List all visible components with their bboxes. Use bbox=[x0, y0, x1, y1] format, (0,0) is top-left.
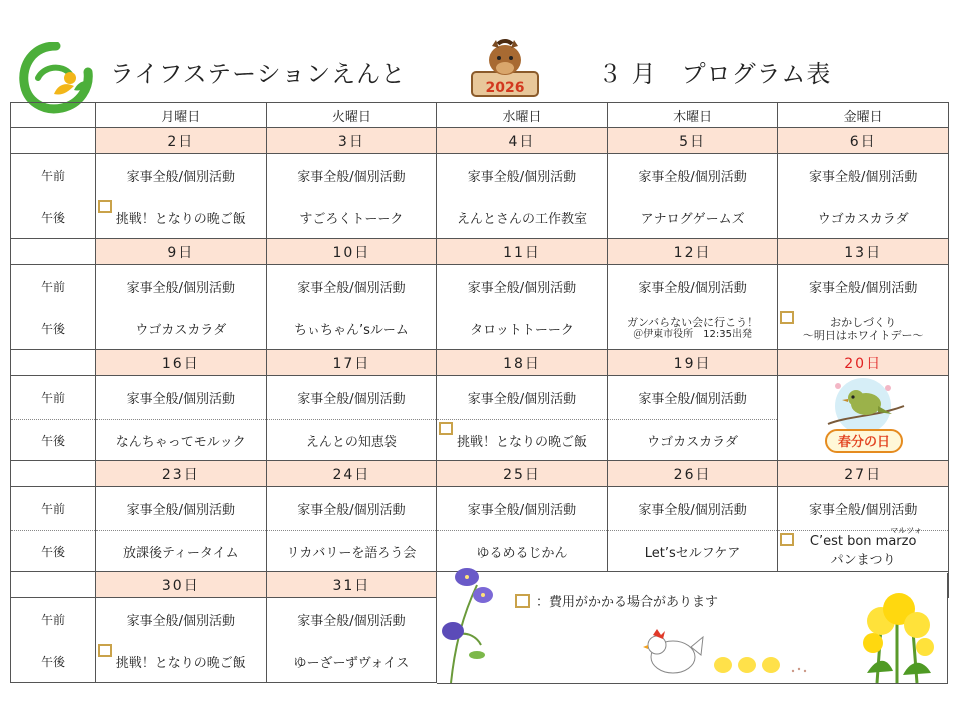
uguisu-bird-icon bbox=[808, 376, 918, 456]
am-activity: 家事全般/個別活動 bbox=[266, 487, 437, 531]
am-activity: 家事全般/個別活動 bbox=[437, 376, 608, 420]
date-cell: 10日 bbox=[266, 239, 437, 265]
am-row bbox=[11, 487, 949, 531]
date-row bbox=[11, 239, 949, 265]
date-cell: 23日 bbox=[96, 461, 267, 487]
ruby-text: マルツォ bbox=[890, 526, 922, 535]
violet-flowers-icon bbox=[437, 565, 503, 683]
am-activity: 家事全般/個別活動 bbox=[266, 154, 437, 198]
pm-activity: おかしづくり bbox=[830, 315, 897, 329]
holiday-cell bbox=[778, 376, 949, 461]
hen-and-chicks-icon bbox=[643, 625, 813, 681]
date-cell: 16日 bbox=[96, 350, 267, 376]
date-cell: 12日 bbox=[607, 239, 778, 265]
weekday-wed: 水曜日 bbox=[437, 103, 608, 128]
pm-activity: ゆーざーずヴォイス bbox=[266, 642, 437, 683]
pm-activity-cell bbox=[437, 420, 608, 461]
notes-area bbox=[437, 573, 948, 684]
am-row bbox=[11, 376, 949, 420]
pm-activity: タロットトーーク bbox=[437, 309, 608, 350]
pm-row bbox=[11, 309, 949, 350]
pm-label: 午後 bbox=[11, 420, 96, 461]
pm-activity: えんとの知恵袋 bbox=[266, 420, 437, 461]
pm-activity: C’est bon marzo bbox=[809, 534, 917, 549]
fee-checkbox-icon bbox=[98, 200, 112, 213]
date-cell: 19日 bbox=[607, 350, 778, 376]
holiday-label: 春分の日 bbox=[838, 435, 891, 450]
badge-year: 2026 bbox=[485, 80, 525, 96]
am-activity: 家事全般/個別活動 bbox=[778, 487, 949, 531]
am-activity: 家事全般/個別活動 bbox=[266, 376, 437, 420]
fee-checkbox-icon bbox=[98, 644, 112, 657]
fee-legend bbox=[515, 591, 718, 610]
holiday-date-cell: 20日 bbox=[778, 350, 949, 376]
pm-activity: Let’sセルフケア bbox=[607, 531, 778, 572]
date-cell: 25日 bbox=[437, 461, 608, 487]
pm-activity-cell bbox=[607, 309, 778, 350]
am-activity: 家事全般/個別活動 bbox=[437, 265, 608, 309]
pm-activity: えんとさんの工作教室 bbox=[437, 198, 608, 239]
am-activity: 家事全般/個別活動 bbox=[96, 265, 267, 309]
pm-activity-cell bbox=[778, 526, 949, 572]
pm-row bbox=[11, 198, 949, 239]
date-cell: 31日 bbox=[266, 572, 437, 598]
am-label: 午前 bbox=[11, 265, 96, 309]
am-activity: 家事全般/個別活動 bbox=[778, 154, 949, 198]
weekday-mon: 月曜日 bbox=[96, 103, 267, 128]
pm-activity: ウゴカスカラダ bbox=[607, 420, 778, 461]
rapeseed-flowers-icon bbox=[847, 587, 947, 683]
am-activity: 家事全般/個別活動 bbox=[96, 154, 267, 198]
date-cell: 26日 bbox=[607, 461, 778, 487]
weekday-header-row bbox=[11, 103, 949, 128]
weekday-fri: 金曜日 bbox=[778, 103, 949, 128]
am-activity: 家事全般/個別活動 bbox=[266, 265, 437, 309]
pm-activity: 挑戦！となりの晩ご飯 bbox=[115, 656, 246, 672]
pm-activity: リカバリーを語ろう会 bbox=[266, 531, 437, 572]
pm-activity: ウゴカスカラダ bbox=[778, 198, 949, 239]
pm-activity-cell bbox=[96, 642, 267, 683]
pm-label: 午後 bbox=[11, 309, 96, 350]
am-activity: 家事全般/個別活動 bbox=[437, 487, 608, 531]
pm-activity-note: ～明日はホワイトデー～ bbox=[802, 328, 924, 342]
am-row bbox=[11, 154, 949, 198]
pm-label: 午後 bbox=[11, 198, 96, 239]
am-activity: 家事全般/個別活動 bbox=[607, 376, 778, 420]
pm-activity: アナログゲームズ bbox=[607, 198, 778, 239]
am-activity: 家事全般/個別活動 bbox=[778, 265, 949, 309]
date-cell: 9日 bbox=[96, 239, 267, 265]
horse-sign-icon bbox=[468, 38, 542, 100]
am-activity: 家事全般/個別活動 bbox=[607, 154, 778, 198]
date-row bbox=[11, 350, 949, 376]
am-label: 午前 bbox=[11, 487, 96, 531]
fee-checkbox-icon bbox=[780, 311, 794, 324]
am-label: 午前 bbox=[11, 376, 96, 420]
date-cell: 24日 bbox=[266, 461, 437, 487]
date-row bbox=[11, 128, 949, 154]
pm-activity-cell bbox=[778, 309, 949, 350]
fee-legend-text: ：費用がかかる場合があります bbox=[536, 595, 719, 610]
am-row bbox=[11, 265, 949, 309]
pm-activity: ゆるめるじかん bbox=[437, 531, 608, 572]
weekday-thu: 木曜日 bbox=[607, 103, 778, 128]
date-cell: 27日 bbox=[778, 461, 949, 487]
am-activity: 家事全般/個別活動 bbox=[607, 487, 778, 531]
date-cell: 18日 bbox=[437, 350, 608, 376]
am-activity: 家事全般/個別活動 bbox=[96, 487, 267, 531]
fee-checkbox-icon bbox=[780, 533, 794, 546]
am-activity: 家事全般/個別活動 bbox=[437, 154, 608, 198]
date-cell: 5日 bbox=[607, 128, 778, 154]
date-cell: 11日 bbox=[437, 239, 608, 265]
pm-activity-cell bbox=[96, 198, 267, 239]
pm-activity: 放課後ティータイム bbox=[96, 531, 267, 572]
am-label: 午前 bbox=[11, 598, 96, 642]
am-activity: 家事全般/個別活動 bbox=[266, 598, 437, 642]
pm-activity: すごろくトーーク bbox=[266, 198, 437, 239]
date-cell: 13日 bbox=[778, 239, 949, 265]
fee-checkbox-icon bbox=[515, 594, 530, 608]
pm-activity-note: パンまつり bbox=[830, 553, 896, 568]
date-cell: 4日 bbox=[437, 128, 608, 154]
pm-activity: なんちゃってモルック bbox=[96, 420, 267, 461]
pm-activity: ウゴカスカラダ bbox=[96, 309, 267, 350]
date-row bbox=[11, 461, 949, 487]
pm-activity: 挑戦！となりの晩ご飯 bbox=[115, 212, 246, 228]
am-activity: 家事全般/個別活動 bbox=[96, 598, 267, 642]
pm-activity-note: ＠伊東市役所 12:35出発 bbox=[633, 329, 752, 341]
date-cell: 3日 bbox=[266, 128, 437, 154]
am-activity: 家事全般/個別活動 bbox=[607, 265, 778, 309]
month-title: ３ 月 プログラム表 bbox=[598, 60, 832, 88]
am-label: 午前 bbox=[11, 154, 96, 198]
date-cell: 30日 bbox=[96, 572, 267, 598]
weekday-tue: 火曜日 bbox=[266, 103, 437, 128]
pm-activity: ガンバらない会に行こう！ bbox=[626, 316, 759, 330]
pm-label: 午後 bbox=[11, 531, 96, 572]
fee-checkbox-icon bbox=[439, 422, 453, 435]
date-cell: 6日 bbox=[778, 128, 949, 154]
pm-label: 午後 bbox=[11, 642, 96, 683]
date-cell: 2日 bbox=[96, 128, 267, 154]
date-cell: 17日 bbox=[266, 350, 437, 376]
app-title: ライフステーションえんと bbox=[110, 60, 407, 88]
am-activity: 家事全般/個別活動 bbox=[96, 376, 267, 420]
pm-activity: 挑戦！となりの晩ご飯 bbox=[456, 434, 587, 450]
pm-activity: ちぃちゃん’sルーム bbox=[266, 309, 437, 350]
header bbox=[0, 0, 960, 100]
